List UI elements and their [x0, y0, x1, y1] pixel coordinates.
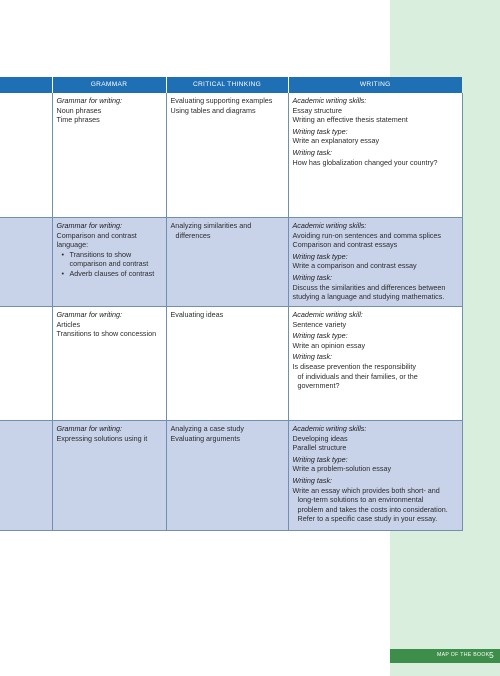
table-row: [0, 93, 462, 218]
task-line: Discuss the similarities and differences between: [292, 282, 446, 292]
task-type-line: Write a comparison and contrast essay: [292, 261, 417, 271]
skills-heading: Academic writing skills:: [292, 96, 367, 105]
task-type-line: Write a problem-solution essay: [292, 464, 392, 474]
bullet-text: comparison and contrast: [69, 259, 149, 269]
task-line: Write an essay which provides both short- and: [292, 485, 440, 495]
unit-cell: [0, 218, 52, 307]
task-line: How has globalization changed your country?: [292, 157, 438, 167]
writing-cell: [288, 218, 462, 307]
footer-section-label: MAP OF THE BOOK: [437, 652, 490, 658]
task-type-heading: Writing task type:: [292, 331, 348, 341]
task-type-heading: Writing task type:: [292, 251, 348, 261]
grammar-cell: [52, 93, 166, 218]
table-row: [0, 218, 462, 307]
unit-cell: [0, 421, 52, 531]
writing-cell: [288, 93, 462, 218]
critical-thinking-cell: [166, 421, 288, 531]
task-heading: Writing task:: [292, 272, 333, 282]
header-grammar: GRAMMAR: [52, 77, 166, 93]
task-line: studying a language and studying mathematics.: [292, 292, 445, 302]
grammar-heading: Grammar for writing:: [56, 96, 122, 105]
critical-line: Using tables and diagrams: [170, 105, 256, 115]
list-item: [65, 250, 162, 269]
task-heading: Writing task:: [292, 475, 333, 485]
critical-thinking-cell: [166, 218, 288, 307]
task-type-line: Write an explanatory essay: [292, 136, 380, 146]
critical-line: Analyzing a case study: [170, 424, 245, 433]
header-blank: [0, 77, 52, 93]
task-line: long-term solutions to an environmental: [297, 495, 424, 505]
grammar-line: Comparison and contrast: [56, 230, 137, 240]
task-line: government?: [297, 381, 340, 391]
page-number: 5: [489, 650, 494, 660]
grammar-line: language:: [56, 240, 89, 250]
skills-line: Writing an effective thesis statement: [292, 115, 408, 125]
task-heading: Writing task:: [292, 352, 333, 362]
task-line: Is disease prevention the responsibility: [292, 361, 416, 371]
skills-line: Sentence variety: [292, 319, 347, 329]
skills-heading: Academic writing skill:: [292, 310, 363, 319]
task-type-heading: Writing task type:: [292, 126, 348, 136]
unit-cell: [0, 307, 52, 421]
task-line: problem and takes the costs into consideration.: [297, 504, 448, 514]
grammar-line: Articles: [56, 319, 81, 329]
table-row: [0, 421, 462, 531]
skills-line: Parallel structure: [292, 443, 347, 453]
task-line: Refer to a specific case study in your essay.: [297, 514, 438, 524]
grammar-cell: [52, 421, 166, 531]
list-item: [65, 269, 162, 279]
writing-cell: [288, 307, 462, 421]
critical-thinking-cell: [166, 307, 288, 421]
grammar-line: Noun phrases: [56, 105, 102, 115]
grammar-heading: Grammar for writing:: [56, 310, 122, 319]
task-heading: Writing task:: [292, 147, 333, 157]
bullet-text: • Adverb clauses of contrast: [69, 268, 155, 278]
critical-line: Evaluating ideas: [170, 310, 224, 319]
task-type-heading: Writing task type:: [292, 454, 348, 464]
grammar-bullet-list: [57, 250, 162, 279]
skills-line: Comparison and contrast essays: [292, 240, 398, 250]
grammar-line: Expressing solutions using it: [56, 433, 148, 443]
task-line: of individuals and their families, or the: [297, 371, 418, 381]
grammar-heading: Grammar for writing:: [56, 221, 122, 230]
grammar-line: Transitions to show concession: [56, 329, 157, 339]
critical-line: differences: [175, 230, 211, 240]
writing-cell: [288, 421, 462, 531]
critical-line: Evaluating arguments: [170, 433, 241, 443]
grammar-cell: [52, 307, 166, 421]
grammar-cell: [52, 218, 166, 307]
skills-heading: Academic writing skills:: [292, 424, 367, 433]
grammar-heading: Grammar for writing:: [56, 424, 122, 433]
table-header-row: [0, 77, 462, 93]
unit-cell: [0, 93, 52, 218]
grammar-line: Time phrases: [56, 115, 100, 125]
skills-line: Essay structure: [292, 105, 343, 115]
critical-line: Evaluating supporting examples: [170, 96, 273, 105]
skills-line: Developing ideas: [292, 433, 348, 443]
skills-heading: Academic writing skills:: [292, 221, 367, 230]
table-row: [0, 307, 462, 421]
header-writing: WRITING: [288, 77, 462, 93]
critical-line: Analyzing similarities and: [170, 221, 252, 230]
map-of-book-table: [0, 77, 463, 531]
task-type-line: Write an opinion essay: [292, 340, 366, 350]
critical-thinking-cell: [166, 93, 288, 218]
skills-line: Avoiding run-on sentences and comma splices: [292, 230, 441, 240]
bullet-text: • Transitions to show: [69, 249, 132, 259]
header-critical-thinking: CRITICAL THINKING: [166, 77, 288, 93]
